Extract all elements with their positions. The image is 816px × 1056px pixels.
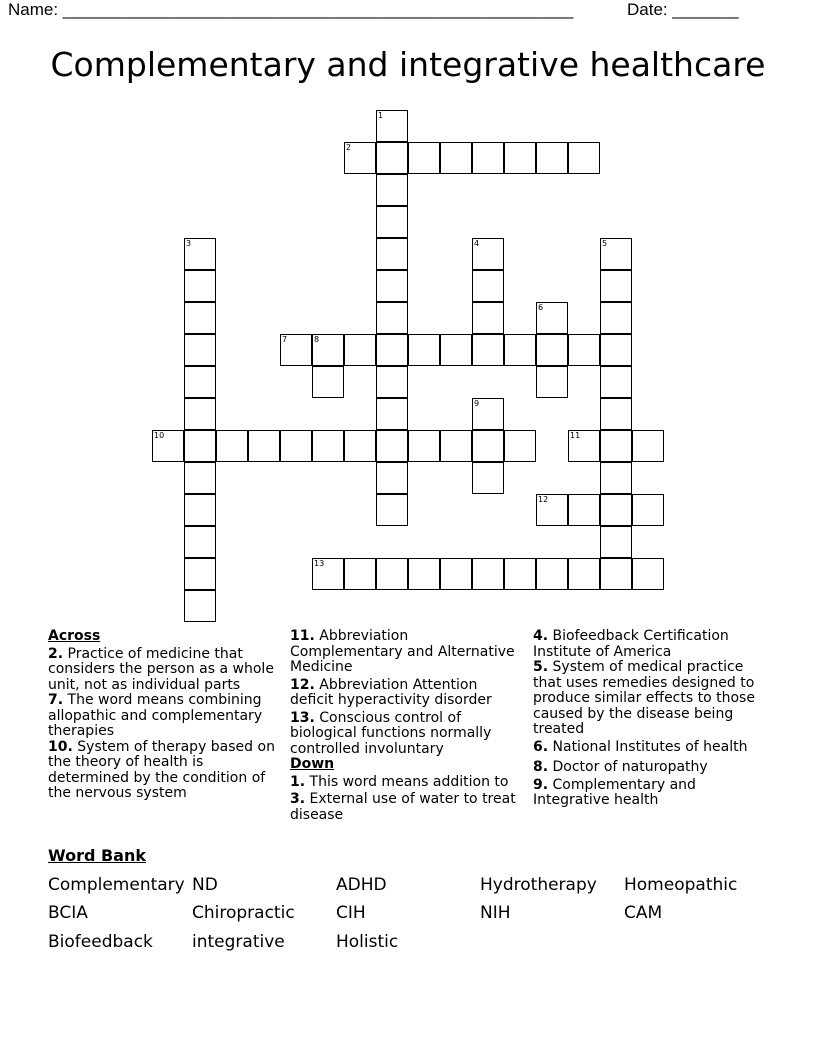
grid-cell[interactable]: [216, 430, 248, 462]
word-bank-item: ADHD: [336, 875, 387, 895]
grid-cell[interactable]: [376, 398, 408, 430]
grid-cell[interactable]: [152, 430, 184, 462]
clue-down-6: 6. National Institutes of health: [533, 738, 748, 755]
grid-cell[interactable]: [376, 174, 408, 206]
grid-cell[interactable]: [568, 430, 600, 462]
clue-across-2: 2. Practice of medicine that considers the person as a whole unit, not as individual parts: [48, 645, 274, 693]
grid-cell[interactable]: [600, 302, 632, 334]
clue-number: 5: [602, 239, 608, 248]
grid-cell[interactable]: [440, 430, 472, 462]
clue-across-11: 11. Abbreviation Complementary and Alternative Medicine: [290, 628, 515, 675]
word-bank-heading: Word Bank: [48, 846, 147, 865]
clues-column-3: [533, 629, 765, 809]
clues-column-1: [48, 629, 280, 802]
grid-cell[interactable]: [568, 494, 600, 526]
grid-cell[interactable]: [600, 398, 632, 430]
word-bank-item: Chiropractic: [192, 903, 295, 923]
grid-cell[interactable]: [184, 462, 216, 494]
grid-cell[interactable]: [280, 430, 312, 462]
word-bank-item: ND: [192, 875, 218, 895]
grid-cell[interactable]: [344, 558, 376, 590]
grid-cell[interactable]: [600, 430, 632, 462]
grid-cell[interactable]: [280, 334, 312, 366]
grid-cell[interactable]: [600, 270, 632, 302]
clue-across-7: 7. The word means combining allopathic and complementary therapies: [48, 692, 263, 739]
grid-cell[interactable]: [472, 430, 504, 462]
grid-cell[interactable]: [184, 270, 216, 302]
clue-number: 7: [282, 335, 288, 344]
date-field-label: Date: _______: [627, 0, 739, 19]
grid-cell[interactable]: [568, 334, 600, 366]
grid-cell[interactable]: [632, 558, 664, 590]
clue-across-12: 12. Abbreviation Attention deficit hyperactivity disorder: [290, 676, 492, 708]
grid-cell[interactable]: [536, 142, 568, 174]
grid-cell[interactable]: [408, 334, 440, 366]
grid-cell[interactable]: [344, 334, 376, 366]
grid-cell[interactable]: [536, 366, 568, 398]
clue-down-4: 4. Biofeedback Certification Institute of America: [533, 628, 729, 660]
clue-number: 12: [538, 495, 549, 504]
grid-cell[interactable]: [504, 558, 536, 590]
grid-cell[interactable]: [312, 558, 344, 590]
grid-cell[interactable]: [440, 334, 472, 366]
grid-cell[interactable]: [344, 142, 376, 174]
grid-cell[interactable]: [440, 558, 472, 590]
clue-number: 4: [474, 239, 480, 248]
clue-down-1: 1. This word means addition to: [290, 773, 509, 790]
grid-cell[interactable]: [472, 462, 504, 494]
word-bank-item: integrative: [192, 932, 285, 952]
grid-cell[interactable]: [248, 430, 280, 462]
grid-cell[interactable]: [376, 494, 408, 526]
grid-cell[interactable]: [184, 494, 216, 526]
grid-cell[interactable]: [408, 558, 440, 590]
name-field-label: Name: ______________________________________________________: [8, 0, 574, 19]
grid-cell[interactable]: [600, 494, 632, 526]
grid-cell[interactable]: [504, 142, 536, 174]
grid-cell[interactable]: [184, 302, 216, 334]
grid-cell[interactable]: [536, 558, 568, 590]
grid-cell[interactable]: [312, 430, 344, 462]
word-bank-item: NIH: [480, 903, 511, 923]
grid-cell[interactable]: [472, 142, 504, 174]
grid-cell[interactable]: [600, 558, 632, 590]
grid-cell[interactable]: [600, 462, 632, 494]
grid-cell[interactable]: [600, 238, 632, 270]
word-bank-item: Hydrotherapy: [480, 875, 597, 895]
grid-cell[interactable]: [376, 270, 408, 302]
grid-cell[interactable]: [472, 270, 504, 302]
grid-cell[interactable]: [184, 430, 216, 462]
grid-cell[interactable]: [632, 430, 664, 462]
clue-number: 9: [474, 399, 480, 408]
grid-cell[interactable]: [376, 206, 408, 238]
grid-cell[interactable]: [472, 558, 504, 590]
grid-cell[interactable]: [568, 142, 600, 174]
grid-cell[interactable]: [472, 334, 504, 366]
grid-cell[interactable]: [184, 398, 216, 430]
grid-cell[interactable]: [184, 238, 216, 270]
word-bank-item: BCIA: [48, 903, 88, 923]
word-bank-item: Complementary: [48, 875, 185, 895]
grid-cell[interactable]: [184, 590, 216, 622]
clue-number: 11: [570, 431, 581, 440]
grid-cell[interactable]: [472, 238, 504, 270]
grid-cell[interactable]: [376, 238, 408, 270]
clue-number: 1: [378, 111, 384, 120]
word-bank-item: Holistic: [336, 932, 399, 952]
grid-cell[interactable]: [536, 494, 568, 526]
grid-cell[interactable]: [472, 398, 504, 430]
grid-cell[interactable]: [632, 494, 664, 526]
grid-cell[interactable]: [312, 334, 344, 366]
grid-cell[interactable]: [184, 334, 216, 366]
grid-cell[interactable]: [344, 430, 376, 462]
grid-cell[interactable]: [504, 430, 536, 462]
grid-cell[interactable]: [408, 430, 440, 462]
grid-cell[interactable]: [376, 430, 408, 462]
grid-cell[interactable]: [376, 334, 408, 366]
grid-cell[interactable]: [600, 366, 632, 398]
clue-number: 8: [314, 335, 320, 344]
grid-cell[interactable]: [376, 142, 408, 174]
grid-cell[interactable]: [536, 302, 568, 334]
clue-number: 6: [538, 303, 544, 312]
clues-column-2: [290, 629, 522, 823]
grid-cell[interactable]: [184, 366, 216, 398]
grid-cell[interactable]: [536, 334, 568, 366]
word-bank-item: Homeopathic: [624, 875, 738, 895]
clue-across-10: 10. System of therapy based on the theory of health is determined by the condition of the nervous system: [48, 738, 275, 801]
clue-number: 13: [314, 559, 325, 568]
grid-cell[interactable]: [184, 526, 216, 558]
across-heading: Across: [48, 628, 101, 644]
word-bank-item: CIH: [336, 903, 366, 923]
grid-cell[interactable]: [312, 366, 344, 398]
grid-cell[interactable]: [600, 334, 632, 366]
grid-cell[interactable]: [376, 366, 408, 398]
clue-down-9: 9. Complementary and Integrative health: [533, 776, 696, 808]
grid-cell[interactable]: [472, 302, 504, 334]
grid-cell[interactable]: [376, 558, 408, 590]
down-heading: Down: [290, 756, 335, 772]
grid-cell[interactable]: [440, 142, 472, 174]
grid-cell[interactable]: [408, 142, 440, 174]
grid-cell[interactable]: [184, 558, 216, 590]
grid-cell[interactable]: [600, 526, 632, 558]
clue-down-5: 5. System of medical practice that uses remedies designed to produce similar effects to those caused by the disease being treated: [533, 659, 755, 737]
clue-number: 2: [346, 143, 352, 152]
word-bank-item: CAM: [624, 903, 663, 923]
grid-cell[interactable]: [376, 302, 408, 334]
clue-number: 10: [154, 431, 165, 440]
clue-across-13: 13. Conscious control of biological functions normally controlled involuntary: [290, 709, 492, 757]
clue-down-3: 3. External use of water to treat disease: [290, 791, 516, 823]
grid-cell[interactable]: [568, 558, 600, 590]
grid-cell[interactable]: [504, 334, 536, 366]
clue-down-8: 8. Doctor of naturopathy: [533, 759, 708, 775]
clue-number: 3: [186, 239, 192, 248]
word-bank-item: Biofeedback: [48, 932, 153, 952]
grid-cell[interactable]: [376, 462, 408, 494]
puzzle-title: Complementary and integrative healthcare: [50, 45, 766, 84]
grid-cell[interactable]: [376, 110, 408, 142]
